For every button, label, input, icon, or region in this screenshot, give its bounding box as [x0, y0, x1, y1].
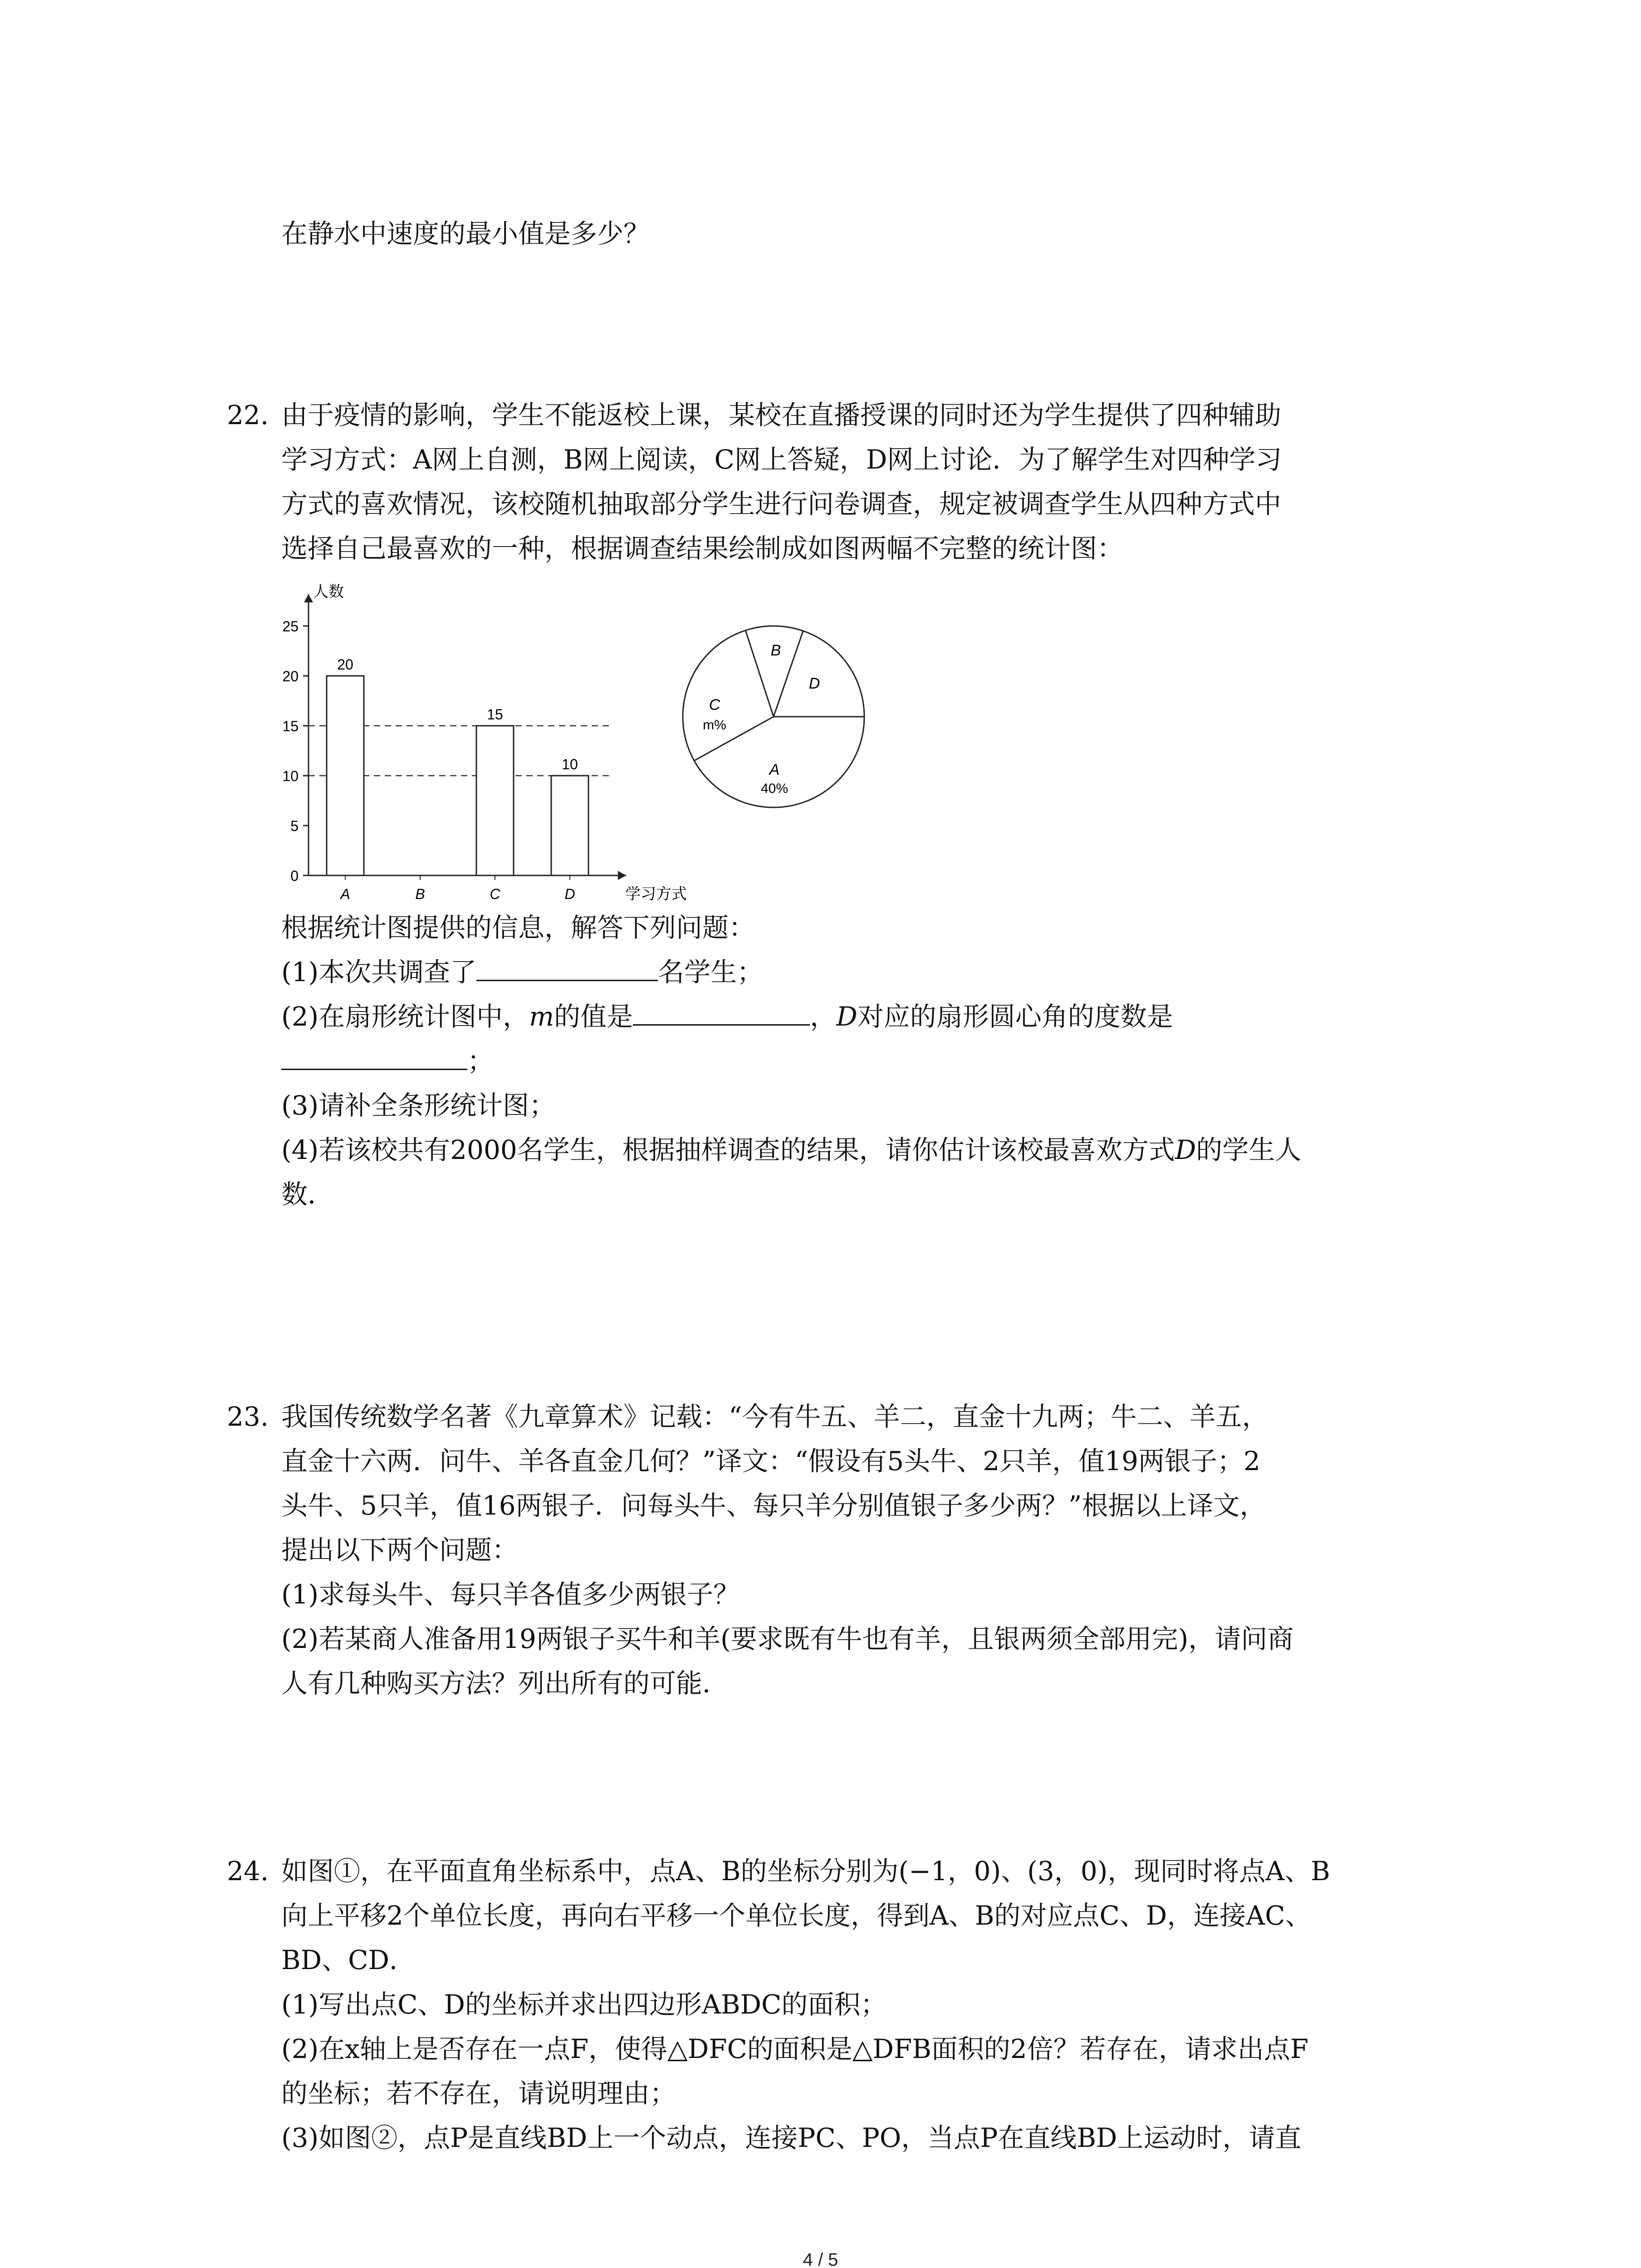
q22-line-2: 学习方式：A网上自测，B网上阅读，C网上答疑，D网上讨论．为了解学生对四种学习	[281, 444, 1282, 475]
y-tick-label: 15	[282, 718, 299, 734]
q22-sub1-text-b: 名学生；	[658, 957, 764, 987]
q22-sub1	[281, 952, 763, 992]
q22-sub2-text-c: ，	[810, 1001, 837, 1032]
q22-number: 22.	[227, 400, 269, 430]
q22-sub2-text-b: 的值是	[554, 1001, 633, 1032]
pie-slice-label: C	[709, 696, 720, 714]
q22-sub2	[281, 996, 1173, 1037]
bar-chart-xlabel: 学习方式	[625, 885, 687, 903]
pie-slice-label: B	[770, 642, 781, 659]
x-axis-arrow	[618, 871, 626, 880]
q24-line-2: 向上平移2个单位长度，再向右平移一个单位长度，得到A、B的对应点C、D，连接AC、	[281, 1900, 1312, 1931]
q22-sub2-text-e: 对应的扇形圆心角的度数是	[857, 1001, 1173, 1032]
q22-line-1: 由于疫情的影响，学生不能返校上课，某校在直播授课的同时还为学生提供了四种辅助	[281, 400, 1282, 430]
q21-tail-text: 在静水中速度的最小值是多少？	[281, 218, 650, 249]
pie-slice-value: 40%	[760, 781, 789, 796]
q24-line-6: 的坐标；若不存在，请说明理由；	[281, 2078, 676, 2109]
bar-value-label: 20	[337, 656, 353, 673]
q24-line-3: BD、CD．	[281, 1945, 416, 1975]
q22-sub3: (3)请补全条形统计图；	[281, 1090, 556, 1121]
q22-sub4-d: D	[1175, 1134, 1196, 1165]
q22-sub4-cont: 数．	[281, 1179, 334, 1210]
bar-chart-marks	[327, 656, 588, 902]
q22-sub1-blank[interactable]	[476, 953, 658, 981]
q23-line-5: (1)求每头牛、每只羊各值多少两银子？	[281, 1579, 740, 1610]
q23-line-3: 头牛、5只羊，值16两银子．问每头牛、每只羊分别值银子多少两？”根据以上译文，	[281, 1490, 1266, 1521]
q22-sub4-text-b: 的学生人	[1196, 1134, 1302, 1165]
q22-sub2-cont	[281, 1041, 494, 1081]
bar-chart-ylabel: 人数	[313, 583, 344, 601]
q24-line-5: (2)在x轴上是否存在一点F，使得△DFC的面积是△DFB面积的2倍？若存在，请求出点F	[281, 2033, 1308, 2064]
bar-chart	[254, 576, 687, 912]
page-number: 4 / 5	[803, 2250, 838, 2268]
q24-line-4: (1)写出点C、D的坐标并求出四边形ABDC的面积；	[281, 1989, 887, 2020]
y-tick-label: 20	[282, 668, 299, 684]
x-category-label: B	[415, 886, 425, 902]
pie-chart	[669, 612, 878, 821]
x-category-label: D	[564, 886, 575, 902]
bar-C	[476, 726, 514, 875]
q22-sub2-blank-m[interactable]	[633, 998, 810, 1026]
bar-A	[327, 676, 364, 875]
q22-after-chart: 根据统计图提供的信息，解答下列问题：	[281, 912, 755, 943]
q23-line-2: 直金十六两．问牛、羊各直金几何？”译文：“假设有5头牛、2只羊，值19两银子；2	[281, 1446, 1260, 1476]
q22-sub2-text-a: (2)在扇形统计图中，	[281, 1001, 529, 1032]
pie-chart-marks	[683, 626, 864, 807]
q23-line-7: 人有几种购买方法？列出所有的可能．	[281, 1668, 729, 1699]
y-tick-label: 5	[290, 818, 299, 834]
q24-line-7: (3)如图②，点P是直线BD上一个动点，连接PC、PO，当点P在直线BD上运动时，请直	[281, 2122, 1302, 2153]
q24-line-1: 如图①，在平面直角坐标系中，点A、B的坐标分别为(−1，0)、(3，0)，现同时将点A、B	[281, 1856, 1330, 1887]
q22-line-3: 方式的喜欢情况，该校随机抽取部分学生进行问卷调查，规定被调查学生从四种方式中	[281, 489, 1282, 519]
y-axis-arrow	[304, 594, 313, 602]
q22-sub2-d: D	[836, 1001, 857, 1032]
bar-value-label: 15	[487, 706, 503, 723]
q22-sub1-text-a: (1)本次共调查了	[281, 957, 477, 987]
q22-sub4-text-a: (4)若该校共有2000名学生，根据抽样调查的结果，请你估计该校最喜欢方式	[281, 1134, 1175, 1165]
x-category-label: A	[340, 886, 350, 902]
q23-number: 23.	[227, 1401, 269, 1432]
q22-line-4: 选择自己最喜欢的一种，根据调查结果绘制成如图两幅不完整的统计图：	[281, 533, 1124, 564]
q22-sub2-blank-angle[interactable]	[281, 1042, 467, 1070]
q23-line-4: 提出以下两个问题：	[281, 1535, 519, 1565]
q22-sub2-end: ；	[467, 1046, 494, 1076]
bar-D	[551, 776, 588, 875]
q23-line-1: 我国传统数学名著《九章算术》记载：“今有牛五、羊二，直金十九两；牛二、羊五，	[281, 1401, 1269, 1432]
q22-sub4	[281, 1129, 1301, 1170]
pie-slice-label: A	[769, 761, 780, 778]
bar-value-label: 10	[562, 756, 578, 772]
y-tick-label: 0	[290, 868, 299, 884]
pie-slice-label: D	[808, 675, 820, 692]
q23-line-6: (2)若某商人准备用19两银子买牛和羊(要求既有牛也有羊，且银两须全部用完)，请问商	[281, 1623, 1294, 1654]
q22-sub2-m: m	[529, 1001, 554, 1032]
y-tick-label: 10	[282, 768, 299, 784]
y-tick-label: 25	[282, 618, 299, 635]
q24-number: 24.	[227, 1856, 269, 1887]
pie-slice-value: m%	[703, 718, 726, 733]
x-category-label: C	[490, 886, 500, 902]
